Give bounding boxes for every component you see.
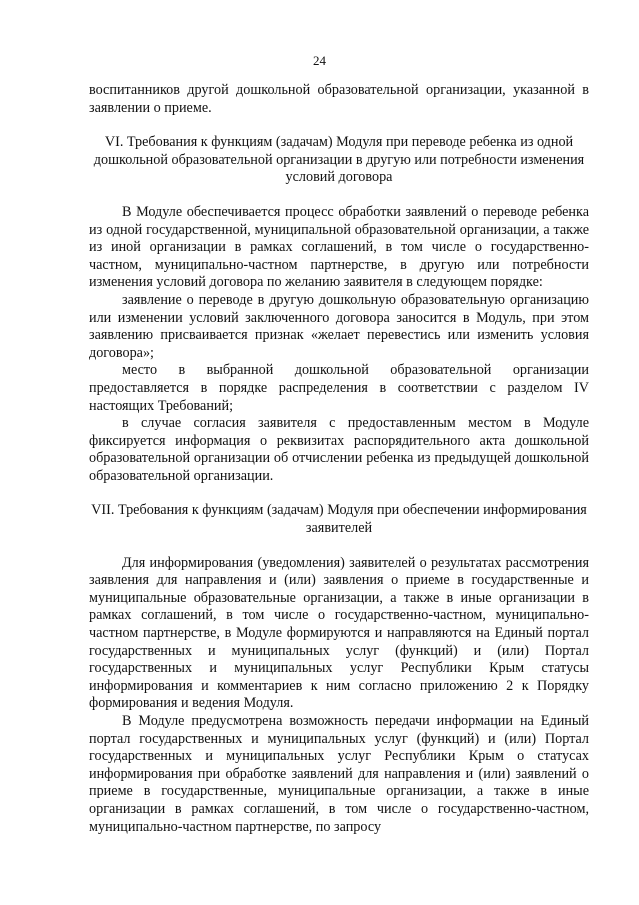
- paragraph: заявление о переводе в другую дошкольную образовательную организацию или изменении условий заключенного договора заносится в Модуль, при этом заявлению присваивается признак «желает перевестись или изменить условия договора»;: [89, 291, 589, 361]
- section-heading-vii: VII. Требования к функциям (задачам) Модуля при обеспечении информирования заявителей: [91, 502, 587, 537]
- paragraph: В Модуле обеспечивается процесс обработки заявлений о переводе ребенка из одной государственной, муниципальной образовательной организации, а также из иной организации в рамках соглашений, в том числе о государственно-частном, муниципально-частном партнерстве, в другую или потребности изменения условий договора по желанию заявителя в следующем порядке:: [89, 203, 589, 291]
- paragraph-continued: воспитанников другой дошкольной образовательной организации, указанной в заявлении о приеме.: [89, 82, 589, 116]
- paragraph: В Модуле предусмотрена возможность передачи информации на Единый портал государственных и муниципальных услуг (функций) и (или) Портал государственных и муниципальных услуг Республики Крым о статусах информирования при обработке заявлений для направления и (или) заявлений о приеме в государственные, муниципальные организации, а также в иные организации в рамках соглашений, в том числе о государственно-частном, муниципально-частном партнерстве, по запросу: [89, 713, 589, 835]
- section-heading-vi: VI. Требования к функциям (задачам) Модуля при переводе ребенка из одной дошкольной образовательной организации в другую или потребности изменения условий договора: [93, 134, 585, 186]
- paragraph: место в выбранной дошкольной образовательной организации предоставляется в порядке распределения в соответствии с разделом IV настоящих Требований;: [89, 362, 589, 414]
- page-number: 24: [313, 53, 326, 68]
- paragraph: Для информирования (уведомления) заявителей о результатах рассмотрения заявления для направления и (или) заявления о приеме в государственные и муниципальные образовательные организации, а также в иные организации в рамках соглашений, в том числе о государственно-частном, муниципально-частном партнерстве, в Модуле формируются и направляются на Единый портал государственных и муниципальных услуг (функций) и (или) Портал государственных и муниципальных услуг Республики Крым статусы информирования и комментариев к ним согласно приложению 2 к Порядку формирования и ведения Модуля.: [89, 554, 589, 712]
- paragraph: в случае согласия заявителя с предоставленным местом в Модуле фиксируется информация о реквизитах распорядительного акта дошкольной образовательной организации об отчислении ребенка из предыдущей дошкольной образовательной организации.: [89, 415, 589, 484]
- document-body: [89, 82, 589, 836]
